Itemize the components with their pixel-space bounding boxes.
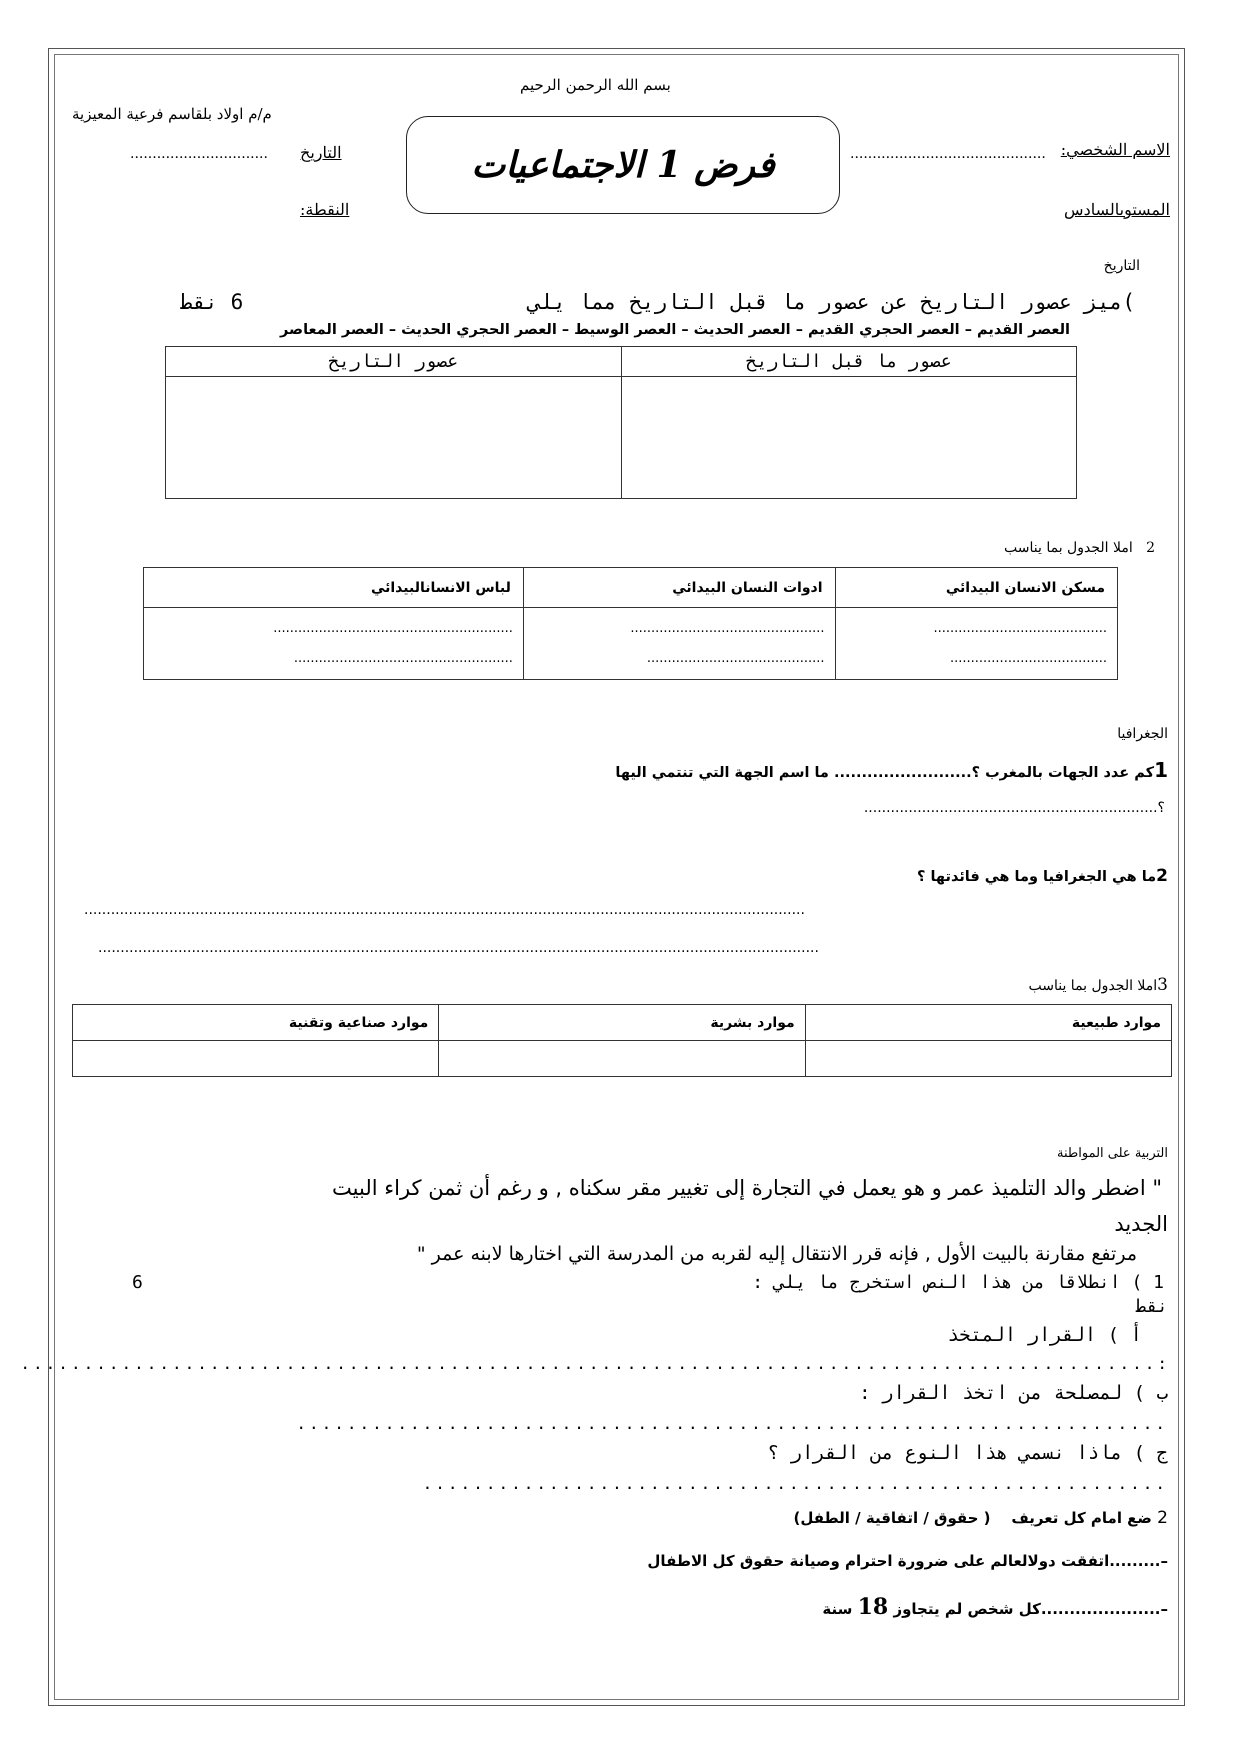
civics-sub-c-dots[interactable]: ........................................................... [422, 1474, 1168, 1493]
name-dots[interactable]: ............................................ [850, 146, 1046, 162]
civics-q1-points-num: 6 [132, 1272, 148, 1293]
table3-header-natural: موارد طبيعية [805, 1005, 1171, 1041]
civics-q2: 2 ضع امام كل تعريف ( حقوق / اتفاقية / الطفل) [793, 1508, 1168, 1528]
table3-header-industrial: موارد صناعية وتقنية [73, 1005, 439, 1041]
civics-definition-1[interactable]: –.........اتفقت دولالعالم على ضرورة احترام وصيانة حقوق كل الاطفال [647, 1552, 1168, 1570]
civics-definition-2[interactable]: –.....................كل شخص لم يتجاوز 18 سنة [822, 1594, 1168, 1620]
history-q1-text: )ميز عصور التاريخ عن عصور ما قبل التاريخ مما يلي [528, 290, 1135, 314]
civics-sub-b-dots[interactable]: ..................................................................... [296, 1414, 1168, 1433]
history-q1-options: العصر القديم – العصر الحجري القديم – العصر الحديث – العصر الوسيط – العصر الحجري الحديث – العصر المعاصر [280, 322, 1070, 338]
school-name: م/م اولاد بلقاسم فرعية المعيزية [72, 105, 272, 123]
table3-cell-natural[interactable] [805, 1041, 1171, 1077]
table2-cell-dwelling[interactable]: .......................................... ...................................... [835, 608, 1117, 680]
title-box [406, 116, 840, 214]
table1-cell-history[interactable] [166, 377, 622, 499]
history-q1-points: 6 نقط [180, 290, 244, 314]
history-heading: التاريخ [1103, 258, 1140, 274]
table1-header-history: عصور التاريخ [166, 347, 622, 377]
civics-q1-text: 1 ) انطلاقا من هذا النص استخرج ما يلي : [752, 1272, 1164, 1293]
civics-sub-a: أ ) القرار المتخذ [947, 1324, 1142, 1346]
table2-header-clothing: لباس الانسانالبيدائي [144, 568, 524, 608]
name-label: الاسم الشخصي: [1060, 140, 1170, 159]
basmala: بسم الله الرحمن الرحيم [520, 76, 671, 94]
history-table-1 [165, 346, 1077, 499]
grade-label: النقطة: [300, 200, 350, 219]
geography-table [72, 1004, 1172, 1077]
geography-q2-answer-line-1[interactable]: .................................................................................................................................................................. [84, 902, 805, 918]
table1-cell-prehistory[interactable] [621, 377, 1077, 499]
civics-text-line-3: مرتفع مقارنة بالبيت الأول , فإنه قرر الانتقال إليه لقربه من المدرسة التي اختارها لابنه عمر " [416, 1243, 1137, 1265]
civics-heading: التربية على المواطنة [1057, 1146, 1168, 1161]
geography-q3: 3املا الجدول بما يناسب [1028, 975, 1168, 995]
exam-title: فرض 1 الاجتماعيات [471, 144, 775, 186]
table2-cell-tools[interactable]: ............................................... ........................................... [523, 608, 835, 680]
level-line: المستوىالسادس [1064, 200, 1170, 219]
history-table-2 [143, 567, 1118, 680]
table2-header-tools: ادوات النسان البيدائي [523, 568, 835, 608]
civics-sub-a-dots[interactable]: :.......................................................................................... [20, 1354, 1170, 1373]
table3-header-human: موارد بشرية [439, 1005, 805, 1041]
table3-cell-industrial[interactable] [73, 1041, 439, 1077]
date-dots[interactable]: ............................... [130, 146, 268, 162]
geography-q1: 1كم عدد الجهات بالمغرب ؟......................... ما اسم الجهة التي تنتمي اليها [615, 758, 1168, 782]
history-q2: 2 املا الجدول بما يناسب [1004, 540, 1155, 556]
civics-text-line-2: الجديد [1114, 1212, 1168, 1236]
geography-q1-line2[interactable]: ؟.................................................................. [863, 800, 1165, 816]
geography-heading: الجغرافيا [1117, 726, 1168, 742]
civics-sub-b: ب ) لمصلحة من اتخذ القرار : [859, 1382, 1168, 1404]
table1-header-prehistory: عصور ما قبل التاريخ [621, 347, 1077, 377]
civics-sub-c: ج ) ماذا نسمي هذا النوع من القرار ؟ [767, 1442, 1168, 1464]
geography-q2-answer-line-2[interactable]: .................................................................................................................................................................. [98, 940, 819, 956]
civics-text-line-1: " اضطر والد التلميذ عمر و هو يعمل في التجارة إلى تغيير مقر سكناه , و رغم أن ثمن كراء البيت [332, 1176, 1162, 1200]
civics-q1-points-word: نقط [1135, 1296, 1168, 1317]
table2-cell-clothing[interactable]: .......................................................... ..................................................... [144, 608, 524, 680]
date-label: التاريخ [300, 143, 342, 162]
geography-q2: 2ما هي الجغرافيا وما هي فائدتها ؟ [917, 866, 1168, 886]
table3-cell-human[interactable] [439, 1041, 805, 1077]
table2-header-dwelling: مسكن الانسان البيدائي [835, 568, 1117, 608]
